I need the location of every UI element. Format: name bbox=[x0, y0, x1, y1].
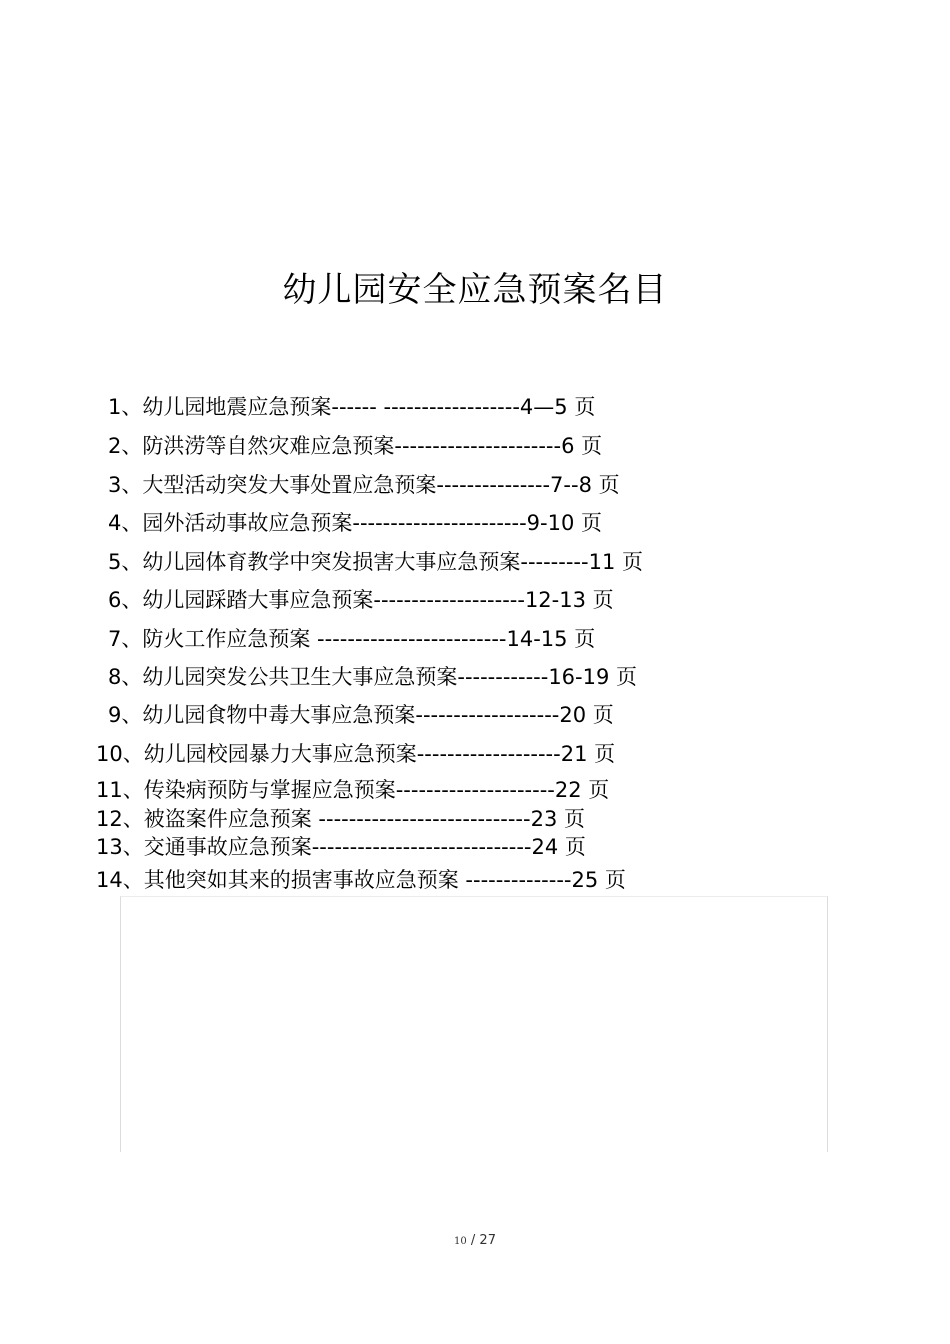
toc-number: 12 bbox=[96, 807, 123, 831]
toc-entry-8 bbox=[108, 662, 637, 692]
toc-leader: ----------------------- bbox=[352, 511, 527, 535]
toc-page: 24 页 bbox=[531, 835, 586, 859]
toc-number: 7 bbox=[108, 627, 122, 651]
toc-title: 被盗案件应急预案 bbox=[143, 807, 312, 831]
toc-entry-3 bbox=[108, 470, 620, 500]
toc-leader: -------------------- bbox=[373, 588, 525, 612]
toc-entry-11 bbox=[96, 775, 609, 805]
toc-page: 20 页 bbox=[559, 703, 614, 727]
toc-entry-4 bbox=[108, 508, 602, 538]
toc-title: 大型活动突发大事处置应急预案 bbox=[142, 473, 437, 497]
empty-frame bbox=[120, 896, 828, 1152]
toc-separator: 、 bbox=[121, 395, 143, 419]
toc-entry-7 bbox=[108, 624, 595, 654]
toc-title: 幼儿园食物中毒大事应急预案 bbox=[142, 703, 416, 727]
toc-page: 6 页 bbox=[561, 434, 603, 458]
toc-page: 14-15 页 bbox=[506, 627, 596, 651]
toc-leader: --------------------- bbox=[395, 778, 555, 802]
toc-separator: 、 bbox=[121, 703, 143, 727]
toc-entry-1 bbox=[108, 392, 595, 422]
toc-page: 4—5 页 bbox=[519, 395, 596, 419]
toc-entry-6 bbox=[108, 585, 614, 615]
toc-page: 23 页 bbox=[530, 807, 585, 831]
toc-page: 21 页 bbox=[560, 742, 616, 766]
toc-number: 4 bbox=[108, 511, 122, 535]
toc-number: 14 bbox=[96, 868, 123, 892]
toc-entry-9 bbox=[108, 700, 614, 730]
toc-title: 园外活动事故应急预案 bbox=[142, 511, 353, 535]
toc-page: 25 页 bbox=[571, 868, 626, 892]
toc-leader: ---------------------------- bbox=[311, 807, 531, 831]
toc-leader: ----------------------------- bbox=[311, 835, 532, 859]
toc-number: 2 bbox=[108, 434, 122, 458]
toc-title: 传染病预防与掌握应急预案 bbox=[143, 778, 396, 802]
toc-entry-13 bbox=[96, 832, 586, 862]
current-page-number: 10 bbox=[454, 1236, 467, 1247]
toc-title: 幼儿园地震应急预案 bbox=[142, 395, 332, 419]
toc-leader: ------------------- bbox=[415, 703, 560, 727]
toc-title: 其他突如其来的损害事故应急预案 bbox=[143, 868, 459, 892]
toc-leader: ------------ bbox=[457, 665, 549, 689]
toc-separator: 、 bbox=[122, 807, 144, 831]
toc-leader: ------------------- bbox=[416, 742, 561, 766]
page-separator: / bbox=[466, 1233, 480, 1248]
toc-separator: 、 bbox=[121, 550, 143, 574]
toc-leader: --------- bbox=[520, 550, 589, 574]
toc-page: 16-19 页 bbox=[548, 665, 638, 689]
toc-entry-10 bbox=[96, 739, 615, 769]
toc-separator: 、 bbox=[122, 742, 144, 766]
toc-separator: 、 bbox=[121, 588, 143, 612]
total-pages: 27 bbox=[479, 1233, 496, 1248]
toc-entry-5 bbox=[108, 547, 643, 577]
toc-title: 幼儿园突发公共卫生大事应急预案 bbox=[142, 665, 458, 689]
toc-number: 10 bbox=[96, 742, 123, 766]
page-number-footer bbox=[0, 1232, 950, 1251]
toc-page: 11 页 bbox=[588, 550, 643, 574]
toc-number: 1 bbox=[108, 395, 122, 419]
toc-leader: ---------------------- bbox=[394, 434, 562, 458]
toc-number: 13 bbox=[96, 835, 123, 859]
page-title: 幼儿园安全应急预案名目 bbox=[282, 270, 668, 310]
toc-number: 8 bbox=[108, 665, 122, 689]
toc-separator: 、 bbox=[121, 665, 143, 689]
toc-title: 交通事故应急预案 bbox=[143, 835, 312, 859]
toc-leader: ------ ------------------ bbox=[331, 395, 520, 419]
toc-entry-2 bbox=[108, 431, 602, 461]
toc-page: 9-10 页 bbox=[526, 511, 603, 535]
toc-separator: 、 bbox=[121, 434, 143, 458]
toc-number: 5 bbox=[108, 550, 122, 574]
toc-separator: 、 bbox=[121, 627, 143, 651]
toc-leader: -------------- bbox=[458, 868, 572, 892]
toc-separator: 、 bbox=[121, 473, 143, 497]
toc-entry-12 bbox=[96, 804, 585, 834]
toc-number: 11 bbox=[96, 778, 123, 802]
toc-page: 7--8 页 bbox=[550, 473, 620, 497]
toc-title: 防洪涝等自然灾难应急预案 bbox=[142, 434, 395, 458]
toc-title: 幼儿园体育教学中突发损害大事应急预案 bbox=[142, 550, 521, 574]
toc-separator: 、 bbox=[122, 778, 144, 802]
toc-title: 幼儿园踩踏大事应急预案 bbox=[142, 588, 374, 612]
toc-number: 6 bbox=[108, 588, 122, 612]
toc-page: 22 页 bbox=[554, 778, 610, 802]
toc-title: 幼儿园校园暴力大事应急预案 bbox=[143, 742, 417, 766]
toc-number: 9 bbox=[108, 703, 122, 727]
toc-number: 3 bbox=[108, 473, 122, 497]
toc-separator: 、 bbox=[122, 835, 144, 859]
toc-title: 防火工作应急预案 bbox=[142, 627, 311, 651]
toc-separator: 、 bbox=[122, 868, 144, 892]
toc-separator: 、 bbox=[121, 511, 143, 535]
toc-page: 12-13 页 bbox=[524, 588, 614, 612]
toc-entry-14 bbox=[96, 865, 626, 895]
toc-leader: ------------------------- bbox=[310, 627, 507, 651]
toc-leader: --------------- bbox=[436, 473, 551, 497]
